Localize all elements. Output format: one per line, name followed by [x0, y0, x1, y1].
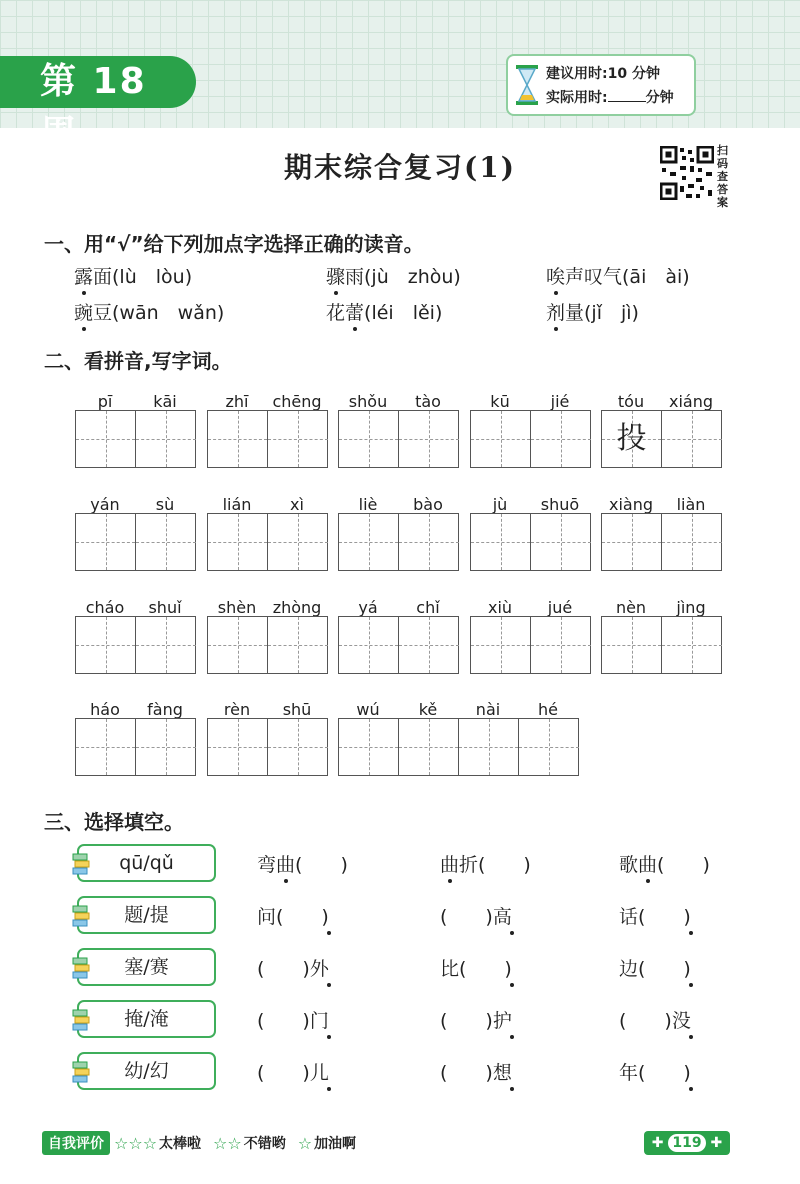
cell-char — [339, 514, 398, 570]
cell-char — [268, 411, 328, 467]
text-part: 折( ) — [459, 854, 531, 876]
writing-cell[interactable] — [471, 514, 531, 570]
writing-grid — [601, 616, 722, 674]
writing-cell[interactable] — [531, 411, 591, 467]
text-part: ( ) — [295, 854, 348, 876]
dotted-char: 曲 — [440, 854, 460, 876]
writing-cell[interactable] — [339, 617, 399, 673]
pinyin-label: fàng — [147, 700, 183, 719]
choice-label: 题/提 — [124, 904, 169, 926]
pinyin-label: liàn — [676, 495, 706, 514]
writing-cell[interactable] — [471, 617, 531, 673]
books-icon — [71, 954, 91, 982]
pinyin-label: yá — [358, 598, 378, 617]
writing-cell[interactable] — [76, 411, 136, 467]
reading-item — [546, 298, 639, 325]
pinyin-label: wú — [356, 700, 380, 719]
text-part: ( )外 — [257, 958, 329, 980]
cell-char — [208, 514, 267, 570]
cell-char — [136, 514, 196, 570]
text-part: 歌 — [619, 854, 639, 876]
choice-box — [77, 844, 216, 882]
text-part: 量(jǐ jì) — [565, 302, 639, 324]
pinyin-label: chǐ — [416, 598, 440, 617]
writing-cell[interactable] — [531, 514, 591, 570]
page-number: ✚ 119 ✚ — [644, 1131, 730, 1155]
pinyin-label: chēng — [272, 392, 322, 411]
reading-item — [326, 262, 461, 289]
dotted-char: 曲 — [638, 854, 658, 876]
writing-grid — [75, 410, 196, 468]
actual-time — [546, 87, 674, 107]
pinyin-label: tóu — [617, 392, 645, 411]
writing-grid — [75, 513, 196, 571]
pinyin-label: shǒu — [348, 392, 388, 411]
text-part: 雨(jù zhòu) — [345, 266, 461, 288]
pinyin-label: pī — [97, 392, 113, 411]
writing-cell[interactable] — [136, 617, 196, 673]
cell-char — [602, 617, 661, 673]
reading-item — [74, 262, 192, 289]
reading-item — [546, 262, 690, 289]
cell-char — [76, 514, 135, 570]
text-part: ( )没 — [619, 1010, 691, 1032]
pinyin-label: shuǐ — [148, 598, 182, 617]
text-part: 花 — [326, 302, 346, 324]
cell-char — [399, 617, 459, 673]
writing-cell[interactable] — [662, 411, 722, 467]
writing-cell[interactable] — [399, 719, 459, 775]
writing-cell[interactable] — [399, 411, 459, 467]
choice-label: 掩/淹 — [124, 1008, 169, 1030]
writing-grid — [601, 410, 722, 468]
cell-char — [471, 411, 530, 467]
fill-blank-item[interactable] — [257, 1058, 329, 1085]
cell-char — [268, 617, 328, 673]
writing-grid — [338, 410, 459, 468]
pinyin-label: nài — [475, 700, 501, 719]
page-number-value: 119 — [668, 1134, 705, 1152]
pinyin-label: kāi — [153, 392, 177, 411]
books-icon — [71, 1006, 91, 1034]
writing-cell[interactable] — [76, 514, 136, 570]
writing-cell[interactable] — [662, 617, 722, 673]
dotted-char: 骤 — [326, 266, 346, 288]
star-icon[interactable]: ☆ — [128, 1133, 143, 1153]
text-part: 话( ) — [619, 906, 691, 928]
cell-char — [339, 617, 398, 673]
cell-char — [531, 514, 591, 570]
choice-label: 幼/幻 — [124, 1060, 169, 1082]
text-part: ( ) — [657, 854, 710, 876]
cell-char — [76, 617, 135, 673]
suggested-time: 建议用时:10 分钟 — [546, 66, 660, 82]
writing-cell[interactable] — [399, 514, 459, 570]
fill-blank-item[interactable] — [257, 1006, 329, 1033]
eval-level-2: 不错哟 — [243, 1136, 286, 1152]
eval-label: 自我评价 — [42, 1131, 110, 1155]
pinyin-label: kū — [490, 392, 510, 411]
pinyin-label: háo — [90, 700, 120, 719]
cell-char — [399, 411, 459, 467]
text-part: ( )想 — [440, 1062, 512, 1084]
pinyin-label: zhòng — [272, 598, 322, 617]
cell-char — [268, 719, 328, 775]
section1-title: 一、用“√”给下列加点字选择正确的读音。 — [44, 232, 424, 256]
books-icon — [71, 902, 91, 930]
text-part: 面(lù lòu) — [93, 266, 193, 288]
writing-grid — [470, 410, 591, 468]
pinyin-label: nèn — [615, 598, 647, 617]
cell-char — [602, 514, 661, 570]
pinyin-label: jù — [492, 495, 508, 514]
writing-cell[interactable] — [471, 411, 531, 467]
fill-blank-item[interactable] — [619, 902, 691, 929]
cell-char — [268, 514, 328, 570]
pinyin-label: xiàng — [608, 495, 653, 514]
page-title: 期末综合复习(1) — [284, 151, 516, 184]
dotted-char: 曲 — [276, 854, 296, 876]
writing-cell[interactable] — [662, 514, 722, 570]
cell-char — [208, 617, 267, 673]
cell-char — [208, 719, 267, 775]
cell-char — [662, 514, 722, 570]
cell-char — [459, 719, 518, 775]
cell-char — [519, 719, 579, 775]
choice-box — [77, 1052, 216, 1090]
writing-cell[interactable] — [208, 514, 268, 570]
choice-box — [77, 896, 216, 934]
fill-blank-item[interactable] — [619, 954, 691, 981]
pinyin-label: shèn — [217, 598, 257, 617]
writing-cell[interactable] — [268, 617, 328, 673]
cell-char — [339, 719, 398, 775]
writing-cell[interactable] — [519, 719, 579, 775]
writing-cell[interactable] — [339, 719, 399, 775]
cell-char — [136, 411, 196, 467]
dotted-char: 豌 — [74, 302, 94, 324]
text-part: ( )护 — [440, 1010, 512, 1032]
text-part: ( )高 — [440, 906, 512, 928]
books-icon — [71, 1058, 91, 1086]
writing-cell[interactable] — [602, 411, 662, 467]
fill-blank-item[interactable] — [619, 1006, 691, 1033]
pinyin-label: shū — [282, 700, 312, 719]
text-part: 比( ) — [440, 958, 512, 980]
star-icon[interactable]: ☆ — [297, 1133, 313, 1153]
pinyin-label: xì — [290, 495, 304, 514]
qr-caption: 扫码查答案 — [717, 144, 728, 209]
fill-blank-item[interactable] — [619, 850, 710, 877]
pinyin-label: bào — [413, 495, 443, 514]
cell-char — [662, 411, 722, 467]
text-part: 声叹气(āi ài) — [565, 266, 690, 288]
writing-cell[interactable] — [76, 617, 136, 673]
star-icon[interactable]: ☆ — [114, 1133, 129, 1153]
pinyin-label: rèn — [223, 700, 251, 719]
fill-blank-item[interactable] — [257, 902, 329, 929]
writing-cell[interactable] — [339, 514, 399, 570]
cell-char — [399, 719, 458, 775]
text-part: 年( ) — [619, 1062, 691, 1084]
books-icon — [71, 850, 91, 878]
writing-cell[interactable] — [268, 719, 328, 775]
text-part: ( )儿 — [257, 1062, 329, 1084]
pinyin-label: jué — [547, 598, 573, 617]
writing-grid — [75, 616, 196, 674]
star-icon[interactable]: ☆ — [142, 1133, 158, 1153]
pinyin-label: sù — [155, 495, 175, 514]
choice-label: 塞/赛 — [124, 956, 169, 978]
writing-cell[interactable] — [136, 411, 196, 467]
fill-blank-item[interactable] — [440, 1058, 512, 1085]
reading-item — [74, 298, 224, 325]
writing-grid — [338, 718, 579, 776]
cell-char — [531, 411, 591, 467]
actual-time-label: 实际用时: — [546, 90, 608, 106]
writing-cell[interactable] — [459, 719, 519, 775]
section3-title: 三、选择填空。 — [44, 810, 184, 834]
text-part: 弯 — [257, 854, 277, 876]
writing-cell[interactable] — [602, 617, 662, 673]
text-part: 问( ) — [257, 906, 329, 928]
fill-blank-item[interactable] — [257, 850, 348, 877]
eval-level-3: 加油啊 — [314, 1136, 357, 1152]
pinyin-label: xiáng — [668, 392, 713, 411]
writing-grid — [338, 616, 459, 674]
writing-cell[interactable] — [136, 514, 196, 570]
fill-blank-item[interactable] — [440, 850, 531, 877]
writing-cell[interactable] — [602, 514, 662, 570]
dotted-char: 露 — [74, 266, 94, 288]
qr-code-icon[interactable] — [660, 146, 714, 200]
writing-grid — [470, 513, 591, 571]
writing-cell[interactable] — [208, 617, 268, 673]
actual-time-unit: 分钟 — [645, 90, 674, 106]
fill-blank-item[interactable] — [619, 1058, 691, 1085]
writing-grid — [207, 513, 328, 571]
dotted-char: 唉 — [546, 266, 566, 288]
cell-char — [471, 617, 530, 673]
text-part: 豆(wān wǎn) — [93, 302, 225, 324]
writing-grid — [207, 410, 328, 468]
section2-title: 二、看拼音,写字词。 — [44, 349, 232, 373]
pinyin-label: jié — [550, 392, 570, 411]
writing-cell[interactable] — [136, 719, 196, 775]
text-part: (léi lěi) — [364, 302, 443, 324]
text-part: ( )门 — [257, 1010, 329, 1032]
dotted-char: 蕾 — [345, 302, 365, 324]
star-icon[interactable]: ☆ — [213, 1133, 228, 1153]
pinyin-label: kě — [418, 700, 438, 719]
hourglass-icon — [514, 64, 540, 106]
writing-grid — [207, 718, 328, 776]
cell-char — [136, 617, 196, 673]
choice-box — [77, 1000, 216, 1038]
fill-blank-item[interactable] — [440, 1006, 512, 1033]
writing-cell[interactable] — [76, 719, 136, 775]
writing-cell[interactable] — [268, 514, 328, 570]
writing-cell[interactable] — [399, 617, 459, 673]
writing-grid — [601, 513, 722, 571]
actual-time-blank[interactable] — [608, 89, 646, 102]
reading-item — [326, 298, 442, 325]
writing-cell[interactable] — [208, 719, 268, 775]
time-box — [506, 54, 696, 116]
writing-grid — [207, 616, 328, 674]
choice-box — [77, 948, 216, 986]
pinyin-label: cháo — [85, 598, 125, 617]
cell-char — [399, 514, 459, 570]
fill-blank-item[interactable] — [440, 902, 512, 929]
pinyin-label: shuō — [540, 495, 580, 514]
pinyin-label: zhī — [225, 392, 249, 411]
cell-char: 投 — [616, 421, 647, 456]
fill-blank-item[interactable] — [440, 954, 512, 981]
pinyin-label: yán — [90, 495, 120, 514]
cell-char — [76, 411, 135, 467]
cell-char — [662, 617, 722, 673]
pinyin-label: tào — [415, 392, 441, 411]
cell-char — [471, 514, 530, 570]
writing-cell[interactable] — [268, 411, 328, 467]
writing-cell[interactable] — [208, 411, 268, 467]
cell-char — [339, 411, 398, 467]
pinyin-label: jìng — [676, 598, 706, 617]
cell-char — [208, 411, 267, 467]
star-icon[interactable]: ☆ — [227, 1133, 242, 1153]
pinyin-label: lián — [222, 495, 252, 514]
self-evaluation — [42, 1131, 368, 1155]
week-badge: 第 18 周 — [0, 56, 196, 108]
cell-char — [136, 719, 196, 775]
writing-grid — [75, 718, 196, 776]
pinyin-label: hé — [538, 700, 558, 719]
writing-cell[interactable] — [339, 411, 399, 467]
eval-level-1: 太棒啦 — [159, 1136, 202, 1152]
pinyin-label: liè — [358, 495, 378, 514]
pinyin-label: xiù — [487, 598, 513, 617]
writing-grid — [338, 513, 459, 571]
writing-cell[interactable] — [531, 617, 591, 673]
text-part: 边( ) — [619, 958, 691, 980]
cell-char — [531, 617, 591, 673]
choice-label: qū/qǔ — [119, 852, 174, 874]
writing-grid — [470, 616, 591, 674]
fill-blank-item[interactable] — [257, 954, 329, 981]
dotted-char: 剂 — [546, 302, 566, 324]
cell-char — [76, 719, 135, 775]
